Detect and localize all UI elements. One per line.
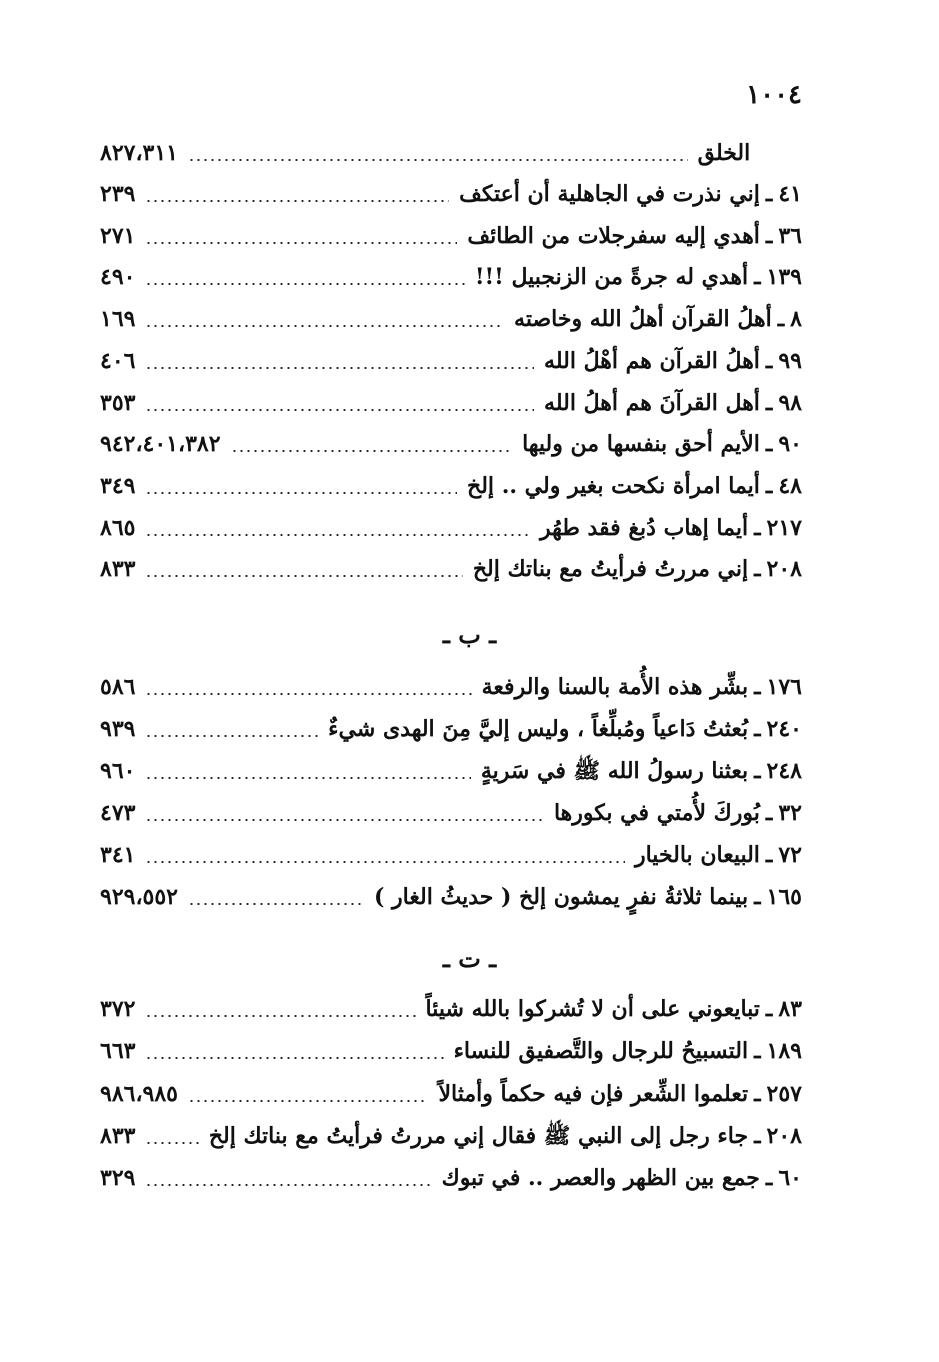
row-dash: ـ bbox=[765, 222, 773, 249]
leader-dots bbox=[145, 531, 530, 539]
leader-dots bbox=[145, 322, 504, 330]
index-row bbox=[100, 880, 802, 914]
section-header-ta: ـ ت ـ bbox=[442, 944, 497, 973]
leader-dots bbox=[145, 816, 544, 824]
row-dash: ـ bbox=[754, 716, 761, 742]
index-row bbox=[100, 260, 802, 294]
leader-dots bbox=[145, 364, 534, 372]
row-text: جمع بين الظهر والعصر .. في تبوك bbox=[441, 1165, 760, 1192]
row-dash: ـ bbox=[765, 842, 773, 868]
row-dash: ـ bbox=[754, 884, 761, 910]
row-pages: ٣٢٩ bbox=[100, 1165, 136, 1192]
row-number: ١٨٩ bbox=[766, 1038, 802, 1065]
index-row bbox=[100, 1077, 802, 1111]
row-pages: ٩٣٩ bbox=[100, 716, 136, 742]
row-pages: ٨٦٥ bbox=[100, 514, 136, 541]
row-pages: ١٦٩ bbox=[100, 306, 136, 333]
index-row bbox=[100, 469, 802, 503]
leader-dots bbox=[145, 1139, 198, 1147]
row-text: أيما إهاب دُبغ فقد طهُر bbox=[540, 514, 749, 541]
row-pages: ٦٦٣ bbox=[100, 1038, 136, 1065]
row-text: جاء رجل إلى النبي ﷺ فقال إني مررتُ فرأيتُ مع بناتك إلخ bbox=[208, 1122, 749, 1149]
row-pages: ٨٣٣ bbox=[100, 1122, 136, 1149]
index-row bbox=[100, 344, 802, 378]
index-row bbox=[100, 219, 802, 253]
row-number: ٦٠ bbox=[778, 1165, 802, 1192]
row-pages: ٣٥٣ bbox=[100, 389, 136, 416]
row-pages: ٢٧١ bbox=[100, 222, 136, 249]
row-dash: ـ bbox=[754, 1080, 761, 1107]
row-number: ٢٠٨ bbox=[766, 556, 802, 583]
row-text: تبايعوني على أن لا تُشركوا بالله شيئاً bbox=[425, 996, 760, 1022]
row-pages: ٣٧٢ bbox=[100, 996, 136, 1022]
row-pages: ٣٤٩ bbox=[100, 472, 136, 499]
leader-dots bbox=[145, 774, 470, 782]
row-dash: ـ bbox=[754, 1122, 761, 1149]
row-dash: ـ bbox=[754, 556, 761, 583]
leader-dots bbox=[145, 406, 534, 414]
leader-dots bbox=[188, 156, 688, 164]
row-dash: ـ bbox=[777, 306, 785, 333]
row-number: ٨٣ bbox=[778, 996, 802, 1022]
page-number: ١٠٠٤ bbox=[746, 80, 802, 110]
leader-dots bbox=[188, 900, 364, 908]
row-pages: ٨٢٧،٣١١ bbox=[100, 140, 178, 166]
row-text: أهدي إليه سفرجلات من الطائف bbox=[467, 222, 760, 249]
row-dash: ـ bbox=[754, 514, 761, 541]
row-text: تعلموا الشِّعر فإن فيه حكماً وأمثالاً bbox=[438, 1080, 749, 1107]
row-dash: ـ bbox=[765, 1165, 773, 1192]
row-text: بُوركَ لأُمتي في بكورها bbox=[553, 800, 760, 826]
index-row bbox=[100, 177, 802, 211]
row-number: ٩٠ bbox=[778, 431, 802, 458]
leader-dots bbox=[145, 239, 457, 247]
row-pages: ٢٣٩ bbox=[100, 181, 136, 207]
index-row bbox=[100, 552, 802, 586]
index-row bbox=[100, 712, 802, 746]
row-number: ٧٢ bbox=[778, 842, 802, 868]
row-text: الخلق bbox=[697, 140, 751, 166]
row-dash: ـ bbox=[765, 800, 773, 826]
row-text: بينما ثلاثةُ نفرٍ يمشون إلخ ( حديثُ الغار ) bbox=[373, 884, 749, 910]
row-pages: ٩٤٢،٤٠١،٣٨٢ bbox=[100, 431, 221, 458]
index-row bbox=[100, 427, 802, 461]
row-text: بُعثتُ دَاعياً ومُبلِّغاً ، وليس إليَّ مِنَ الهدى شيءٌ bbox=[328, 716, 749, 742]
row-text: أهدي له جرةً من الزنجبيل !!! bbox=[474, 264, 749, 291]
leader-dots bbox=[145, 1054, 443, 1062]
row-pages: ٩٦٠ bbox=[100, 758, 136, 784]
row-number: ٤١ bbox=[778, 181, 802, 207]
row-dash: ـ bbox=[765, 472, 773, 499]
index-row bbox=[100, 992, 802, 1026]
leader-dots bbox=[145, 197, 449, 205]
index-row bbox=[100, 1161, 802, 1195]
row-dash: ـ bbox=[754, 674, 761, 700]
row-pages: ٩٢٩،٥٥٢ bbox=[100, 884, 178, 910]
row-number: ٢٥٧ bbox=[766, 1080, 802, 1107]
row-text: الأيم أحق بنفسها من وليها bbox=[522, 431, 760, 458]
leader-dots bbox=[188, 1097, 428, 1105]
row-number: ٣٢ bbox=[778, 800, 802, 826]
row-text: إني مررتُ فرأيتُ مع بناتك إلخ bbox=[472, 556, 749, 583]
row-number: ٢٤٠ bbox=[766, 716, 802, 742]
leader-dots bbox=[145, 1181, 431, 1189]
row-pages: ٨٣٣ bbox=[100, 556, 136, 583]
row-number: ٣٦ bbox=[778, 222, 802, 249]
leader-dots bbox=[145, 732, 318, 740]
row-dash: ـ bbox=[765, 996, 773, 1022]
index-row bbox=[100, 796, 802, 830]
row-pages: ٩٨٦،٩٨٥ bbox=[100, 1080, 178, 1107]
row-dash: ـ bbox=[765, 431, 773, 458]
index-row bbox=[100, 838, 802, 872]
row-number: ٢٤٨ bbox=[766, 758, 802, 784]
index-row bbox=[100, 302, 802, 336]
row-number: ١٣٩ bbox=[766, 264, 802, 291]
row-text: أهلُ القرآن هم أهْلُ الله bbox=[544, 347, 760, 374]
leader-dots bbox=[231, 447, 513, 455]
row-number: ٩٩ bbox=[778, 347, 802, 374]
index-row bbox=[100, 511, 802, 545]
row-number: ٩٨ bbox=[778, 389, 802, 416]
row-number: ١٦٥ bbox=[766, 884, 802, 910]
row-number: ٨ bbox=[790, 306, 802, 333]
row-dash: ـ bbox=[754, 1038, 761, 1065]
leader-dots bbox=[145, 1012, 415, 1020]
row-pages: ٤٩٠ bbox=[100, 264, 136, 291]
leader-dots bbox=[145, 690, 471, 698]
row-pages: ٤٧٣ bbox=[100, 800, 136, 826]
leader-dots bbox=[145, 280, 464, 288]
row-text: أيما امرأة نكحت بغير ولي .. إلخ bbox=[467, 472, 760, 499]
index-row bbox=[100, 754, 802, 788]
row-number: ٤٨ bbox=[778, 472, 802, 499]
row-text: التسبيحُ للرجال والتَّصفيق للنساء bbox=[453, 1038, 749, 1065]
row-text: أهلُ القرآن أهلُ الله وخاصته bbox=[514, 306, 772, 333]
leader-dots bbox=[145, 572, 462, 580]
row-dash: ـ bbox=[765, 181, 773, 207]
leader-dots bbox=[145, 858, 625, 866]
row-dash: ـ bbox=[765, 347, 773, 374]
index-row-continuation bbox=[100, 136, 802, 170]
index-row bbox=[100, 1119, 802, 1153]
row-text: أهل القرآنَ هم أهلُ الله bbox=[544, 389, 760, 416]
row-dash: ـ bbox=[765, 389, 773, 416]
section-header-ba: ـ ب ـ bbox=[442, 620, 497, 649]
row-text: بعثنا رسولُ الله ﷺ في سَريةٍ bbox=[480, 758, 749, 784]
row-number: ١٧٦ bbox=[766, 674, 802, 700]
index-row bbox=[100, 670, 802, 704]
row-pages: ٤٠٦ bbox=[100, 347, 136, 374]
leader-dots bbox=[145, 489, 457, 497]
row-number: ٢٠٨ bbox=[766, 1122, 802, 1149]
row-pages: ٣٤١ bbox=[100, 842, 136, 868]
row-text: بشِّر هذه الأُمة بالسنا والرفعة bbox=[481, 674, 749, 700]
row-text: البيعان بالخيار bbox=[634, 842, 760, 868]
index-row bbox=[100, 386, 802, 420]
row-dash: ـ bbox=[754, 758, 761, 784]
index-row bbox=[100, 1034, 802, 1068]
row-number: ٢١٧ bbox=[766, 514, 802, 541]
row-dash: ـ bbox=[754, 264, 761, 291]
row-pages: ٥٨٦ bbox=[100, 674, 136, 700]
row-text: إني نذرت في الجاهلية أن أعتكف bbox=[459, 181, 760, 207]
